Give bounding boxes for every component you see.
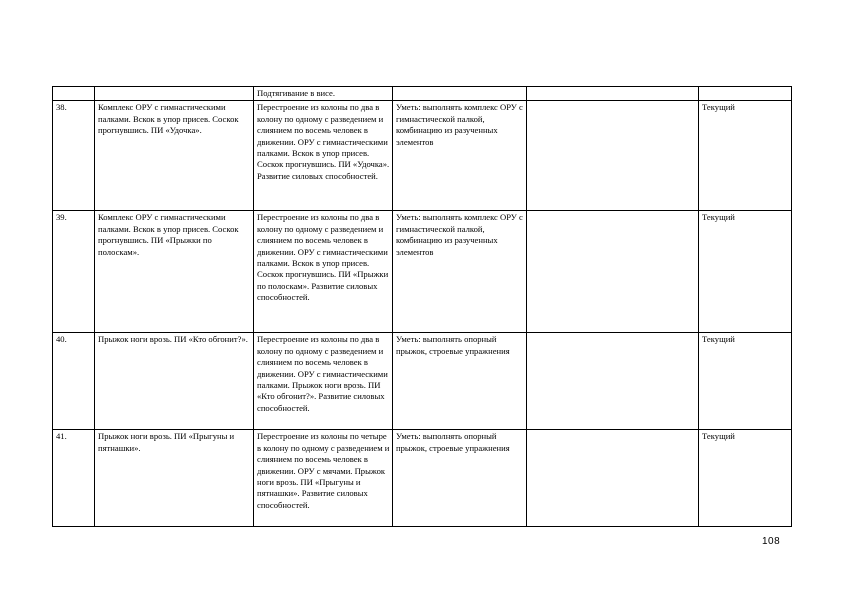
- cell-extra: [527, 101, 699, 211]
- table-row: [53, 430, 792, 527]
- cell-control: Текущий: [699, 211, 792, 333]
- cell-topic: Комплекс ОРУ с гимнастическими палками. Вскок в упор присев. Соскок прогнувшись. ПИ «Удочка».: [95, 101, 254, 211]
- cell-num: 39.: [53, 211, 95, 333]
- cell-skills: Уметь: выполнять опорный прыжок, строевые упражнения: [393, 333, 527, 430]
- cell-control: Текущий: [699, 333, 792, 430]
- table-row: [53, 101, 792, 211]
- cell-num: 38.: [53, 101, 95, 211]
- cell-content: Подтягивание в висе.: [254, 87, 393, 101]
- cell-skills: Уметь: выполнять комплекс ОРУ с гимнастической палкой, комбинацию из разученных элементов: [393, 211, 527, 333]
- cell-content: Перестроение из колоны по два в колону по одному с разведением и слиянием по восемь человек в движении. ОРУ с гимнастическими палками. Вскок в упор присев. Соскок прогнувшись. ПИ «Прыжки по полоскам». Развитие силовых способностей.: [254, 211, 393, 333]
- cell-control: Текущий: [699, 101, 792, 211]
- cell-control: Текущий: [699, 430, 792, 527]
- cell-num: 41.: [53, 430, 95, 527]
- table-row: [53, 333, 792, 430]
- cell-num: [53, 87, 95, 101]
- page-number: 108: [762, 536, 781, 547]
- cell-topic: Комплекс ОРУ с гимнастическими палками. Вскок в упор присев. Соскок прогнувшись. ПИ «Прыжки по полоскам».: [95, 211, 254, 333]
- cell-topic: Прыжок ноги врозь. ПИ «Прыгуны и пятнашки».: [95, 430, 254, 527]
- cell-num: 40.: [53, 333, 95, 430]
- cell-extra: [527, 87, 699, 101]
- cell-content: Перестроение из колоны по четыре в колону по одному с разведением и слиянием по восемь человек в движении. ОРУ с мячами. Прыжок ноги врозь. ПИ «Прыгуны и пятнашки». Развитие силовых способностей.: [254, 430, 393, 527]
- table-row-top: [53, 87, 792, 101]
- cell-topic: [95, 87, 254, 101]
- cell-extra: [527, 430, 699, 527]
- cell-content: Перестроение из колоны по два в колону по одному с разведением и слиянием по восемь человек в движении. ОРУ с гимнастическими палками. Прыжок ноги врозь. ПИ «Кто обгонит?». Развитие силовых способностей.: [254, 333, 393, 430]
- lesson-plan-table: [52, 86, 792, 527]
- cell-topic: Прыжок ноги врозь. ПИ «Кто обгонит?».: [95, 333, 254, 430]
- cell-extra: [527, 211, 699, 333]
- cell-control: [699, 87, 792, 101]
- cell-skills: Уметь: выполнять опорный прыжок, строевые упражнения: [393, 430, 527, 527]
- cell-skills: Уметь: выполнять комплекс ОРУ с гимнастической палкой, комбинацию из разученных элементов: [393, 101, 527, 211]
- cell-skills: [393, 87, 527, 101]
- cell-extra: [527, 333, 699, 430]
- table-row: [53, 211, 792, 333]
- cell-content: Перестроение из колоны по два в колону по одному с разведением и слиянием по восемь человек в движении. ОРУ с гимнастическими палками. Вскок в упор присев. Соскок прогнувшись. ПИ «Удочка». Развитие силовых способностей.: [254, 101, 393, 211]
